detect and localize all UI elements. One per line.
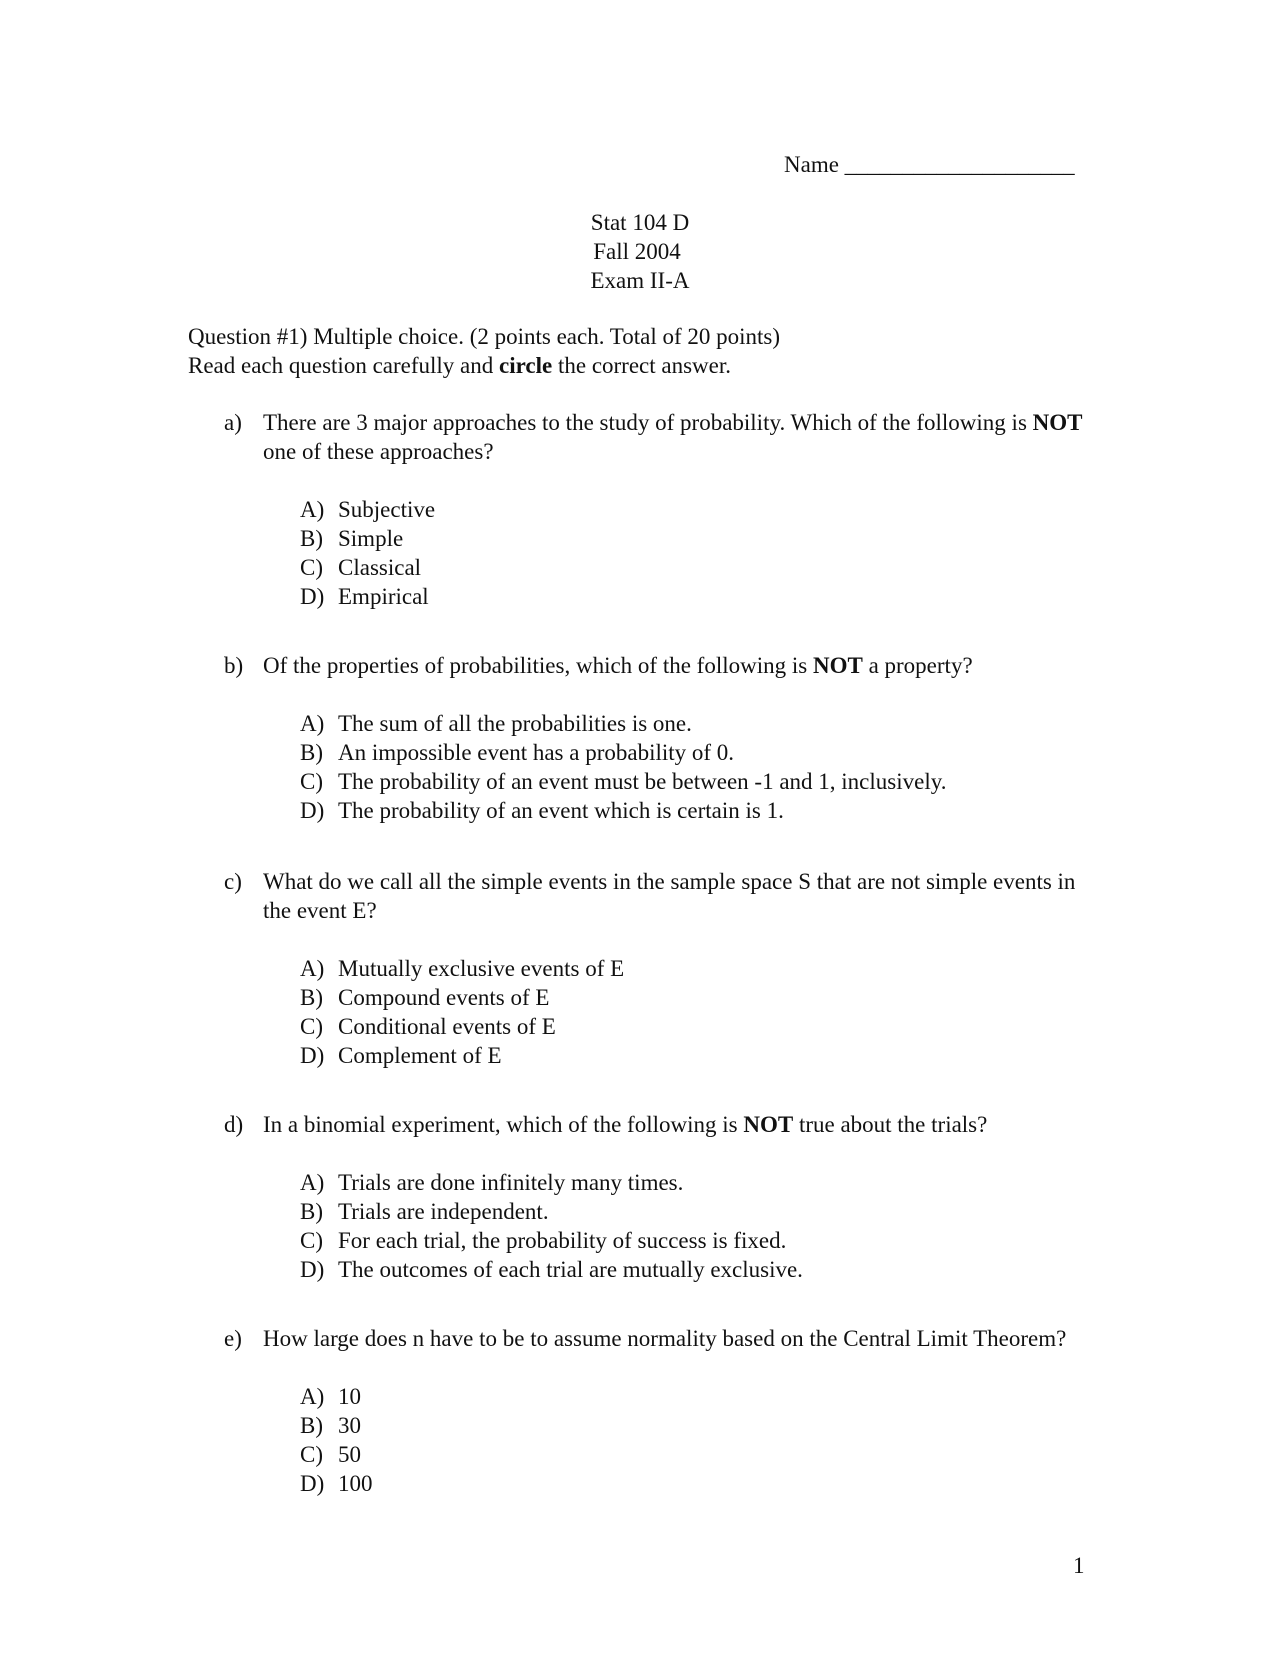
option-text: For each trial, the probability of success is fixed.: [338, 1228, 787, 1253]
question-item: [224, 1324, 1084, 1498]
option-letter: C): [300, 1442, 323, 1467]
option-letter: C): [300, 1228, 323, 1253]
option-text: Compound events of E: [338, 985, 550, 1010]
answer-options: [300, 1382, 1084, 1498]
option-letter: D): [300, 1257, 325, 1282]
option-text: The probability of an event which is certain is 1.: [338, 798, 784, 823]
instruction-line: [188, 351, 780, 380]
answer-option[interactable]: [300, 1382, 1084, 1411]
question-text-start: There are 3 major approaches to the study of probability. Which of the following is: [263, 410, 1033, 435]
answer-option[interactable]: [300, 767, 1084, 796]
answer-option[interactable]: [300, 553, 1084, 582]
question-letter: e): [224, 1326, 242, 1351]
answer-option[interactable]: [300, 1440, 1084, 1469]
instructions: [188, 322, 780, 380]
name-label: Name: [784, 152, 839, 177]
answer-option[interactable]: [300, 983, 1084, 1012]
option-text: Simple: [338, 526, 404, 551]
question-emphasis: NOT: [743, 1112, 794, 1137]
question-text-start: How large does n have to be to assume normality based on the Central Limit Theorem?: [263, 1326, 1067, 1351]
answer-option[interactable]: [300, 738, 1084, 767]
answer-option[interactable]: [300, 1469, 1084, 1498]
question-item: [224, 867, 1084, 1070]
course-title: Stat 104 D: [590, 210, 690, 235]
answer-option[interactable]: [300, 1012, 1084, 1041]
option-text: Conditional events of E: [338, 1014, 556, 1039]
option-text: 10: [338, 1384, 361, 1409]
question-text: [263, 1110, 1093, 1139]
answer-options: [300, 1168, 1084, 1284]
question-letter: b): [224, 653, 244, 678]
question-item: [224, 1110, 1084, 1284]
option-text: The sum of all the probabilities is one.: [338, 711, 692, 736]
option-letter: B): [300, 526, 323, 551]
answer-option[interactable]: [300, 495, 1084, 524]
question-letter: a): [224, 410, 242, 435]
option-letter: A): [300, 497, 325, 522]
option-letter: D): [300, 584, 325, 609]
answer-option[interactable]: [300, 1226, 1084, 1255]
question-text-start: Of the properties of probabilities, which of the following is: [263, 653, 813, 678]
option-text: Subjective: [338, 497, 436, 522]
option-text: Classical: [338, 555, 422, 580]
answer-option[interactable]: [300, 1168, 1084, 1197]
question-text: [263, 408, 1093, 466]
question-item: [224, 408, 1084, 611]
option-text: Mutually exclusive events of E: [338, 956, 625, 981]
question-letter: c): [224, 869, 242, 894]
question-text-end: a property?: [862, 653, 973, 678]
answer-option[interactable]: [300, 524, 1084, 553]
option-letter: A): [300, 1384, 325, 1409]
option-letter: D): [300, 1043, 325, 1068]
option-letter: C): [300, 769, 323, 794]
question-text: [263, 867, 1093, 925]
instruction-text-end: the correct answer.: [552, 353, 732, 378]
question-text: [263, 1324, 1093, 1353]
page-number: 1: [1073, 1553, 1085, 1578]
exam-header: [0, 208, 1280, 295]
question-emphasis: NOT: [1032, 410, 1083, 435]
option-letter: A): [300, 1170, 325, 1195]
option-text: Empirical: [338, 584, 429, 609]
question-list: [224, 408, 1084, 1498]
answer-option[interactable]: [300, 1411, 1084, 1440]
option-letter: A): [300, 956, 325, 981]
question-text-start: What do we call all the simple events in the sample space S that are not simple events in the event E?: [263, 869, 1076, 923]
term-title: Fall 2004: [593, 239, 681, 264]
option-letter: B): [300, 1413, 323, 1438]
option-text: The outcomes of each trial are mutually exclusive.: [338, 1257, 803, 1282]
question-heading: Question #1) Multiple choice. (2 points each. Total of 20 points): [188, 324, 781, 349]
option-text: The probability of an event must be between -1 and 1, inclusively.: [338, 769, 947, 794]
answer-option[interactable]: [300, 709, 1084, 738]
answer-options: [300, 954, 1084, 1070]
option-text: Complement of E: [338, 1043, 502, 1068]
question-text: [263, 651, 1093, 680]
question-emphasis: NOT: [812, 653, 863, 678]
answer-options: [300, 495, 1084, 611]
option-letter: C): [300, 1014, 323, 1039]
answer-option[interactable]: [300, 1197, 1084, 1226]
exam-title: Exam II-A: [590, 268, 690, 293]
option-letter: B): [300, 985, 323, 1010]
answer-option[interactable]: [300, 954, 1084, 983]
option-text: 50: [338, 1442, 361, 1467]
option-text: An impossible event has a probability of 0.: [338, 740, 735, 765]
option-letter: B): [300, 1199, 323, 1224]
option-text: Trials are done infinitely many times.: [338, 1170, 684, 1195]
question-letter: d): [224, 1112, 244, 1137]
instruction-text: Read each question carefully and: [188, 353, 500, 378]
question-text-end: true about the trials?: [793, 1112, 988, 1137]
option-text: 100: [338, 1471, 373, 1496]
option-letter: D): [300, 1471, 325, 1496]
answer-option[interactable]: [300, 1255, 1084, 1284]
option-letter: A): [300, 711, 325, 736]
answer-option[interactable]: [300, 796, 1084, 825]
instruction-emphasis: circle: [499, 353, 553, 378]
option-letter: C): [300, 555, 323, 580]
answer-options: [300, 709, 1084, 825]
name-blank[interactable]: ____________________: [844, 152, 1075, 177]
question-text-end: one of these approaches?: [263, 439, 494, 464]
question-item: [224, 651, 1084, 825]
option-text: 30: [338, 1413, 361, 1438]
answer-option[interactable]: [300, 1041, 1084, 1070]
option-letter: D): [300, 798, 325, 823]
answer-option[interactable]: [300, 582, 1084, 611]
option-text: Trials are independent.: [338, 1199, 549, 1224]
option-letter: B): [300, 740, 323, 765]
question-text-start: In a binomial experiment, which of the following is: [263, 1112, 744, 1137]
name-field: [784, 150, 1075, 179]
